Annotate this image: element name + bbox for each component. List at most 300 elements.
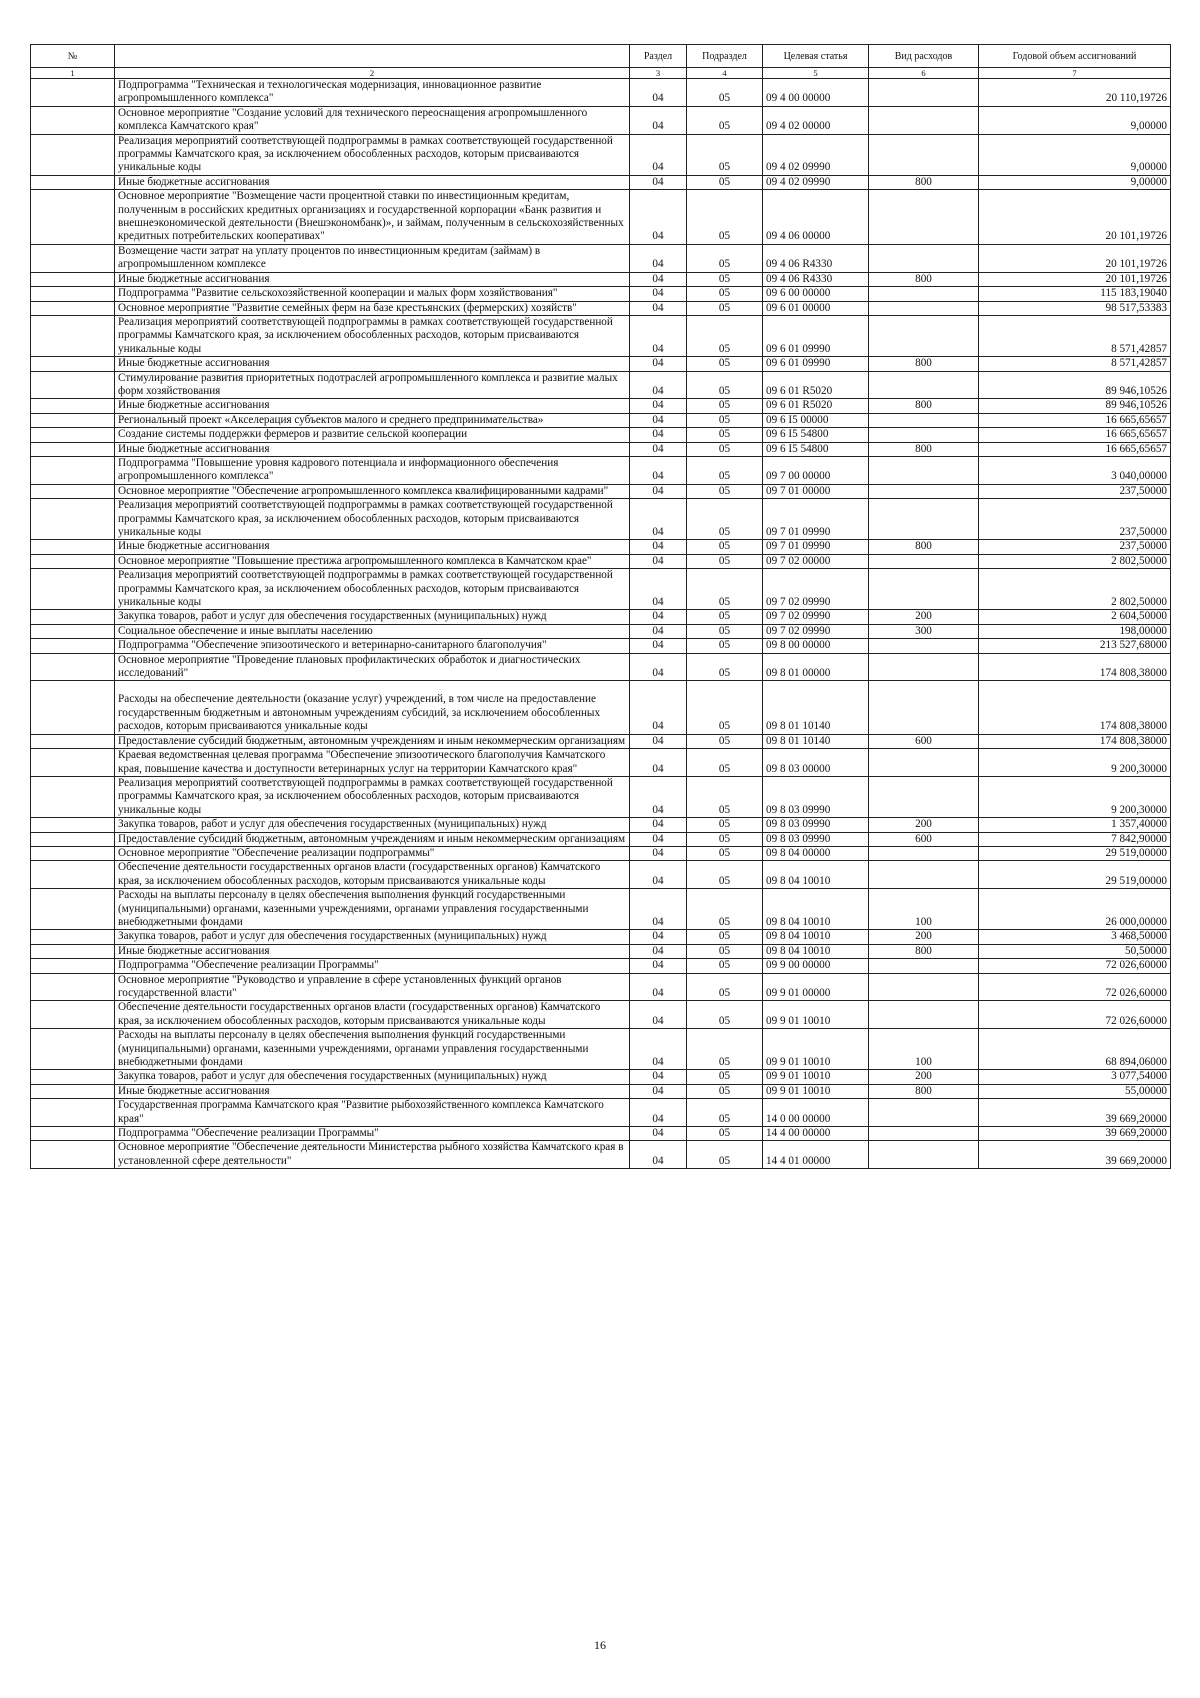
table-row xyxy=(31,499,1171,540)
row-razdel-cell: 04 xyxy=(630,499,687,540)
row-sum-cell: 3 040,00000 xyxy=(979,456,1171,484)
row-target-article-cell: 09 4 00 00000 xyxy=(763,79,869,107)
row-name-cell: Закупка товаров, работ и услуг для обеспечения государственных (муниципальных) нужд xyxy=(115,818,630,832)
header-num: 3 xyxy=(630,68,687,79)
table-row xyxy=(31,959,1171,973)
row-expense-type-cell xyxy=(869,413,979,427)
row-target-article-cell: 09 8 01 10140 xyxy=(763,734,869,748)
row-razdel-cell: 04 xyxy=(630,554,687,568)
row-name-cell: Создание системы поддержки фермеров и развитие сельской кооперации xyxy=(115,428,630,442)
row-podrazdel-cell: 05 xyxy=(687,484,763,498)
row-podrazdel-cell: 05 xyxy=(687,499,763,540)
row-sum-cell: 174 808,38000 xyxy=(979,734,1171,748)
row-target-article-cell: 09 4 06 R4330 xyxy=(763,272,869,286)
row-number-cell xyxy=(31,973,115,1001)
table-row xyxy=(31,554,1171,568)
table-row xyxy=(31,1141,1171,1169)
table-row xyxy=(31,106,1171,134)
table-header xyxy=(31,45,1171,79)
table-row xyxy=(31,930,1171,944)
row-target-article-cell: 09 7 01 00000 xyxy=(763,484,869,498)
row-podrazdel-cell: 05 xyxy=(687,734,763,748)
row-razdel-cell: 04 xyxy=(630,399,687,413)
row-target-article-cell: 09 9 01 10010 xyxy=(763,1084,869,1098)
header-name xyxy=(115,45,630,68)
row-razdel-cell: 04 xyxy=(630,287,687,301)
row-number-cell xyxy=(31,287,115,301)
row-expense-type-cell xyxy=(869,846,979,860)
table-row xyxy=(31,442,1171,456)
table-row xyxy=(31,79,1171,107)
row-number-cell xyxy=(31,1001,115,1029)
row-razdel-cell: 04 xyxy=(630,930,687,944)
table-row xyxy=(31,413,1171,427)
row-name-cell: Иные бюджетные ассигнования xyxy=(115,540,630,554)
row-sum-cell: 89 946,10526 xyxy=(979,399,1171,413)
row-podrazdel-cell: 05 xyxy=(687,456,763,484)
row-podrazdel-cell: 05 xyxy=(687,428,763,442)
row-razdel-cell: 04 xyxy=(630,1001,687,1029)
row-expense-type-cell: 200 xyxy=(869,930,979,944)
row-target-article-cell: 09 6 I5 00000 xyxy=(763,413,869,427)
row-podrazdel-cell: 05 xyxy=(687,442,763,456)
row-sum-cell: 26 000,00000 xyxy=(979,889,1171,930)
row-target-article-cell: 09 9 01 00000 xyxy=(763,973,869,1001)
row-sum-cell: 9 200,30000 xyxy=(979,749,1171,777)
row-target-article-cell: 09 6 01 R5020 xyxy=(763,371,869,399)
row-podrazdel-cell: 05 xyxy=(687,889,763,930)
row-podrazdel-cell: 05 xyxy=(687,371,763,399)
table-row xyxy=(31,944,1171,958)
table-row xyxy=(31,610,1171,624)
row-sum-cell: 2 604,50000 xyxy=(979,610,1171,624)
row-target-article-cell: 09 8 03 09990 xyxy=(763,818,869,832)
table-row xyxy=(31,456,1171,484)
row-name-cell: Реализация мероприятий соответствующей подпрограммы в рамках соответствующей государственной программы Камчатского края, за исключением обособленных расходов, которым присваиваются уникальные коды xyxy=(115,499,630,540)
row-sum-cell: 7 842,90000 xyxy=(979,832,1171,846)
row-razdel-cell: 04 xyxy=(630,832,687,846)
row-target-article-cell: 09 4 06 R4330 xyxy=(763,244,869,272)
table-row xyxy=(31,272,1171,286)
row-number-cell xyxy=(31,1099,115,1127)
row-sum-cell: 8 571,42857 xyxy=(979,357,1171,371)
header-num: 6 xyxy=(869,68,979,79)
row-sum-cell: 39 669,20000 xyxy=(979,1127,1171,1141)
header-num: 5 xyxy=(763,68,869,79)
row-razdel-cell: 04 xyxy=(630,1099,687,1127)
row-target-article-cell: 09 7 02 09990 xyxy=(763,624,869,638)
row-target-article-cell: 09 8 04 10010 xyxy=(763,944,869,958)
row-podrazdel-cell: 05 xyxy=(687,244,763,272)
row-name-cell: Реализация мероприятий соответствующей подпрограммы в рамках соответствующей государственной программы Камчатского края, за исключением обособленных расходов, которым присваиваются уникальные коды xyxy=(115,569,630,610)
row-podrazdel-cell: 05 xyxy=(687,749,763,777)
row-expense-type-cell xyxy=(869,106,979,134)
row-number-cell xyxy=(31,371,115,399)
row-number-cell xyxy=(31,442,115,456)
row-sum-cell: 16 665,65657 xyxy=(979,413,1171,427)
table-row xyxy=(31,175,1171,189)
row-number-cell xyxy=(31,134,115,175)
header-target-article: Целевая статья xyxy=(763,45,869,68)
row-sum-cell: 174 808,38000 xyxy=(979,681,1171,734)
row-number-cell xyxy=(31,106,115,134)
row-razdel-cell: 04 xyxy=(630,818,687,832)
row-expense-type-cell xyxy=(869,973,979,1001)
row-podrazdel-cell: 05 xyxy=(687,287,763,301)
row-name-cell: Подпрограмма "Техническая и технологическая модернизация, инновационное развитие агропромышленного комплекса" xyxy=(115,79,630,107)
row-razdel-cell: 04 xyxy=(630,973,687,1001)
row-target-article-cell: 09 8 04 10010 xyxy=(763,930,869,944)
row-target-article-cell: 09 6 I5 54800 xyxy=(763,428,869,442)
row-expense-type-cell xyxy=(869,749,979,777)
row-sum-cell: 55,00000 xyxy=(979,1084,1171,1098)
row-razdel-cell: 04 xyxy=(630,959,687,973)
row-expense-type-cell: 600 xyxy=(869,832,979,846)
row-expense-type-cell xyxy=(869,653,979,681)
row-podrazdel-cell: 05 xyxy=(687,1099,763,1127)
budget-table xyxy=(30,44,1171,1169)
row-razdel-cell: 04 xyxy=(630,357,687,371)
row-podrazdel-cell: 05 xyxy=(687,818,763,832)
row-expense-type-cell xyxy=(869,301,979,315)
row-expense-type-cell xyxy=(869,190,979,245)
table-row xyxy=(31,624,1171,638)
row-podrazdel-cell: 05 xyxy=(687,973,763,1001)
row-razdel-cell: 04 xyxy=(630,106,687,134)
row-sum-cell: 237,50000 xyxy=(979,499,1171,540)
row-name-cell: Основное мероприятие "Проведение плановых профилактических обработок и диагностических исследований" xyxy=(115,653,630,681)
table-row xyxy=(31,1099,1171,1127)
row-target-article-cell: 09 9 01 10010 xyxy=(763,1070,869,1084)
row-number-cell xyxy=(31,540,115,554)
row-podrazdel-cell: 05 xyxy=(687,554,763,568)
row-target-article-cell: 09 6 01 09990 xyxy=(763,315,869,356)
row-podrazdel-cell: 05 xyxy=(687,301,763,315)
table-row xyxy=(31,244,1171,272)
row-expense-type-cell xyxy=(869,554,979,568)
row-expense-type-cell xyxy=(869,499,979,540)
row-number-cell xyxy=(31,244,115,272)
row-razdel-cell: 04 xyxy=(630,889,687,930)
row-expense-type-cell: 300 xyxy=(869,624,979,638)
row-podrazdel-cell: 05 xyxy=(687,639,763,653)
row-expense-type-cell: 200 xyxy=(869,610,979,624)
row-podrazdel-cell: 05 xyxy=(687,357,763,371)
row-podrazdel-cell: 05 xyxy=(687,399,763,413)
row-razdel-cell: 04 xyxy=(630,861,687,889)
row-sum-cell: 237,50000 xyxy=(979,540,1171,554)
row-sum-cell: 89 946,10526 xyxy=(979,371,1171,399)
row-sum-cell: 20 110,19726 xyxy=(979,79,1171,107)
row-sum-cell: 72 026,60000 xyxy=(979,1001,1171,1029)
row-number-cell xyxy=(31,944,115,958)
row-sum-cell: 29 519,00000 xyxy=(979,861,1171,889)
table-row xyxy=(31,681,1171,734)
row-name-cell: Обеспечение деятельности государственных органов власти (государственных органов) Камчатского края, за исключением обособленных расходов, которым присваиваются уникальные коды xyxy=(115,1001,630,1029)
table-row xyxy=(31,190,1171,245)
row-podrazdel-cell: 05 xyxy=(687,861,763,889)
row-name-cell: Подпрограмма "Обеспечение реализации Программы" xyxy=(115,1127,630,1141)
row-number-cell xyxy=(31,653,115,681)
row-podrazdel-cell: 05 xyxy=(687,1070,763,1084)
row-name-cell: Основное мероприятие "Создание условий для технического переоснащения агропромышленного комплекса Камчатского края" xyxy=(115,106,630,134)
row-expense-type-cell: 200 xyxy=(869,818,979,832)
row-name-cell: Реализация мероприятий соответствующей подпрограммы в рамках соответствующей государственной программы Камчатского края, за исключением обособленных расходов, которым присваиваются уникальные коды xyxy=(115,776,630,817)
row-razdel-cell: 04 xyxy=(630,639,687,653)
row-name-cell: Стимулирование развития приоритетных подотраслей агропромышленного комплекса и развитие малых форм хозяйствования xyxy=(115,371,630,399)
row-podrazdel-cell: 05 xyxy=(687,106,763,134)
row-razdel-cell: 04 xyxy=(630,610,687,624)
row-number-cell xyxy=(31,930,115,944)
row-podrazdel-cell: 05 xyxy=(687,79,763,107)
row-expense-type-cell: 100 xyxy=(869,1029,979,1070)
row-target-article-cell: 09 7 02 09990 xyxy=(763,610,869,624)
table-row xyxy=(31,484,1171,498)
row-sum-cell: 98 517,53383 xyxy=(979,301,1171,315)
row-sum-cell: 8 571,42857 xyxy=(979,315,1171,356)
row-number-cell xyxy=(31,456,115,484)
row-sum-cell: 72 026,60000 xyxy=(979,959,1171,973)
row-name-cell: Закупка товаров, работ и услуг для обеспечения государственных (муниципальных) нужд xyxy=(115,1070,630,1084)
row-podrazdel-cell: 05 xyxy=(687,1029,763,1070)
row-sum-cell: 9,00000 xyxy=(979,106,1171,134)
row-expense-type-cell: 100 xyxy=(869,889,979,930)
row-number-cell xyxy=(31,639,115,653)
row-number-cell xyxy=(31,399,115,413)
header-num: 2 xyxy=(115,68,630,79)
row-number-cell xyxy=(31,818,115,832)
row-razdel-cell: 04 xyxy=(630,190,687,245)
row-number-cell xyxy=(31,1029,115,1070)
row-number-cell xyxy=(31,554,115,568)
row-razdel-cell: 04 xyxy=(630,442,687,456)
header-annual-volume: Годовой объем ассигнований xyxy=(979,45,1171,68)
row-target-article-cell: 09 8 03 00000 xyxy=(763,749,869,777)
table-row xyxy=(31,287,1171,301)
row-name-cell: Краевая ведомственная целевая программа "Обеспечение эпизоотического благополучия Камчатского края, повышение качества и доступности ветеринарных услуг на территории Камчатского края" xyxy=(115,749,630,777)
header-numbers-row xyxy=(31,68,1171,79)
row-expense-type-cell: 800 xyxy=(869,540,979,554)
row-sum-cell: 50,50000 xyxy=(979,944,1171,958)
row-razdel-cell: 04 xyxy=(630,624,687,638)
row-target-article-cell: 09 4 02 09990 xyxy=(763,175,869,189)
row-sum-cell: 9,00000 xyxy=(979,175,1171,189)
row-podrazdel-cell: 05 xyxy=(687,776,763,817)
row-target-article-cell: 09 8 04 10010 xyxy=(763,889,869,930)
row-target-article-cell: 09 6 I5 54800 xyxy=(763,442,869,456)
row-target-article-cell: 09 8 00 00000 xyxy=(763,639,869,653)
row-razdel-cell: 04 xyxy=(630,734,687,748)
row-expense-type-cell: 800 xyxy=(869,272,979,286)
row-target-article-cell: 09 4 06 00000 xyxy=(763,190,869,245)
row-name-cell: Предоставление субсидий бюджетным, автономным учреждениям и иным некоммерческим организациям xyxy=(115,734,630,748)
row-name-cell: Подпрограмма "Повышение уровня кадрового потенциала и информационного обеспечения агропромышленного комплекса" xyxy=(115,456,630,484)
row-razdel-cell: 04 xyxy=(630,749,687,777)
row-name-cell: Иные бюджетные ассигнования xyxy=(115,357,630,371)
row-name-cell: Основное мероприятие "Обеспечение деятельности Министерства рыбного хозяйства Камчатского края в установленной сфере деятельности" xyxy=(115,1141,630,1169)
row-expense-type-cell xyxy=(869,134,979,175)
row-sum-cell: 16 665,65657 xyxy=(979,428,1171,442)
row-expense-type-cell xyxy=(869,776,979,817)
row-razdel-cell: 04 xyxy=(630,776,687,817)
row-podrazdel-cell: 05 xyxy=(687,832,763,846)
row-sum-cell: 3 077,54000 xyxy=(979,1070,1171,1084)
row-razdel-cell: 04 xyxy=(630,456,687,484)
row-number-cell xyxy=(31,1084,115,1098)
row-razdel-cell: 04 xyxy=(630,846,687,860)
row-sum-cell: 115 183,19040 xyxy=(979,287,1171,301)
row-podrazdel-cell: 05 xyxy=(687,959,763,973)
row-name-cell: Основное мероприятие "Развитие семейных ферм на базе крестьянских (фермерских) хозяйств" xyxy=(115,301,630,315)
header-num: 4 xyxy=(687,68,763,79)
table-row xyxy=(31,653,1171,681)
row-name-cell: Подпрограмма "Развитие сельскохозяйственной кооперации и малых форм хозяйствования" xyxy=(115,287,630,301)
row-target-article-cell: 14 4 01 00000 xyxy=(763,1141,869,1169)
row-target-article-cell: 09 7 02 09990 xyxy=(763,569,869,610)
row-number-cell xyxy=(31,190,115,245)
row-sum-cell: 1 357,40000 xyxy=(979,818,1171,832)
row-podrazdel-cell: 05 xyxy=(687,681,763,734)
row-name-cell: Реализация мероприятий соответствующей подпрограммы в рамках соответствующей государственной программы Камчатского края, за исключением обособленных расходов, которым присваиваются уникальные коды xyxy=(115,315,630,356)
row-podrazdel-cell: 05 xyxy=(687,930,763,944)
row-podrazdel-cell: 05 xyxy=(687,846,763,860)
row-expense-type-cell xyxy=(869,1099,979,1127)
row-razdel-cell: 04 xyxy=(630,653,687,681)
row-podrazdel-cell: 05 xyxy=(687,315,763,356)
header-num: 7 xyxy=(979,68,1171,79)
row-expense-type-cell xyxy=(869,959,979,973)
row-number-cell xyxy=(31,624,115,638)
row-number-cell xyxy=(31,175,115,189)
row-name-cell: Иные бюджетные ассигнования xyxy=(115,272,630,286)
row-target-article-cell: 09 6 01 R5020 xyxy=(763,399,869,413)
row-podrazdel-cell: 05 xyxy=(687,190,763,245)
row-number-cell xyxy=(31,484,115,498)
row-sum-cell: 174 808,38000 xyxy=(979,653,1171,681)
table-row xyxy=(31,639,1171,653)
row-razdel-cell: 04 xyxy=(630,315,687,356)
row-target-article-cell: 09 6 01 00000 xyxy=(763,301,869,315)
row-razdel-cell: 04 xyxy=(630,944,687,958)
row-podrazdel-cell: 05 xyxy=(687,1084,763,1098)
table-row xyxy=(31,776,1171,817)
row-name-cell: Реализация мероприятий соответствующей подпрограммы в рамках соответствующей государственной программы Камчатского края, за исключением обособленных расходов, которым присваиваются уникальные коды xyxy=(115,134,630,175)
row-number-cell xyxy=(31,315,115,356)
row-target-article-cell: 09 6 01 09990 xyxy=(763,357,869,371)
row-podrazdel-cell: 05 xyxy=(687,610,763,624)
table-row xyxy=(31,734,1171,748)
row-expense-type-cell xyxy=(869,428,979,442)
row-razdel-cell: 04 xyxy=(630,371,687,399)
row-number-cell xyxy=(31,861,115,889)
row-name-cell: Региональный проект «Акселерация субъектов малого и среднего предпринимательства» xyxy=(115,413,630,427)
row-razdel-cell: 04 xyxy=(630,1127,687,1141)
row-target-article-cell: 14 4 00 00000 xyxy=(763,1127,869,1141)
table-row xyxy=(31,301,1171,315)
row-expense-type-cell: 600 xyxy=(869,734,979,748)
row-podrazdel-cell: 05 xyxy=(687,1001,763,1029)
row-number-cell xyxy=(31,1070,115,1084)
table-row xyxy=(31,428,1171,442)
table-row xyxy=(31,1001,1171,1029)
row-target-article-cell: 09 8 03 09990 xyxy=(763,776,869,817)
document-page xyxy=(30,44,1170,1169)
row-target-article-cell: 09 8 01 00000 xyxy=(763,653,869,681)
row-name-cell: Подпрограмма "Обеспечение реализации Программы" xyxy=(115,959,630,973)
row-sum-cell: 68 894,06000 xyxy=(979,1029,1171,1070)
row-name-cell: Расходы на выплаты персоналу в целях обеспечения выполнения функций государственными (муниципальными) органами, казенными учреждениями, органами управления государственными внебюджетными фондами xyxy=(115,1029,630,1070)
row-expense-type-cell: 800 xyxy=(869,944,979,958)
row-sum-cell: 16 665,65657 xyxy=(979,442,1171,456)
row-target-article-cell: 09 7 00 00000 xyxy=(763,456,869,484)
row-name-cell: Иные бюджетные ассигнования xyxy=(115,399,630,413)
row-number-cell xyxy=(31,734,115,748)
row-expense-type-cell xyxy=(869,1127,979,1141)
row-podrazdel-cell: 05 xyxy=(687,175,763,189)
row-razdel-cell: 04 xyxy=(630,1141,687,1169)
row-number-cell xyxy=(31,681,115,734)
row-sum-cell: 20 101,19726 xyxy=(979,244,1171,272)
row-name-cell: Расходы на выплаты персоналу в целях обеспечения выполнения функций государственными (муниципальными) органами, казенными учреждениями, органами управления государственными внебюджетными фондами xyxy=(115,889,630,930)
row-expense-type-cell: 800 xyxy=(869,1084,979,1098)
row-razdel-cell: 04 xyxy=(630,540,687,554)
row-podrazdel-cell: 05 xyxy=(687,569,763,610)
table-row xyxy=(31,569,1171,610)
row-name-cell: Подпрограмма "Обеспечение эпизоотического и ветеринарно-санитарного благополучия" xyxy=(115,639,630,653)
header-no: № xyxy=(31,45,115,68)
table-row xyxy=(31,1084,1171,1098)
row-name-cell: Предоставление субсидий бюджетным, автономным учреждениям и иным некоммерческим организациям xyxy=(115,832,630,846)
table-row xyxy=(31,134,1171,175)
row-sum-cell: 2 802,50000 xyxy=(979,554,1171,568)
row-number-cell xyxy=(31,413,115,427)
row-name-cell: Закупка товаров, работ и услуг для обеспечения государственных (муниципальных) нужд xyxy=(115,610,630,624)
row-number-cell xyxy=(31,776,115,817)
row-podrazdel-cell: 05 xyxy=(687,540,763,554)
row-target-article-cell: 09 8 03 09990 xyxy=(763,832,869,846)
row-number-cell xyxy=(31,428,115,442)
page-number: 16 xyxy=(594,1638,606,1652)
row-target-article-cell: 09 8 04 10010 xyxy=(763,861,869,889)
row-target-article-cell: 09 7 01 09990 xyxy=(763,499,869,540)
row-sum-cell: 72 026,60000 xyxy=(979,973,1171,1001)
table-row xyxy=(31,1127,1171,1141)
row-expense-type-cell xyxy=(869,287,979,301)
row-razdel-cell: 04 xyxy=(630,175,687,189)
row-podrazdel-cell: 05 xyxy=(687,1141,763,1169)
row-name-cell: Закупка товаров, работ и услуг для обеспечения государственных (муниципальных) нужд xyxy=(115,930,630,944)
row-name-cell: Иные бюджетные ассигнования xyxy=(115,1084,630,1098)
row-razdel-cell: 04 xyxy=(630,272,687,286)
row-sum-cell: 213 527,68000 xyxy=(979,639,1171,653)
row-razdel-cell: 04 xyxy=(630,79,687,107)
row-sum-cell: 237,50000 xyxy=(979,484,1171,498)
row-name-cell: Обеспечение деятельности государственных органов власти (государственных органов) Камчатского края, за исключением обособленных расходов, которым присваиваются уникальные коды xyxy=(115,861,630,889)
row-expense-type-cell xyxy=(869,79,979,107)
row-expense-type-cell xyxy=(869,861,979,889)
row-sum-cell: 198,00000 xyxy=(979,624,1171,638)
row-razdel-cell: 04 xyxy=(630,1029,687,1070)
row-name-cell: Иные бюджетные ассигнования xyxy=(115,442,630,456)
header-num: 1 xyxy=(31,68,115,79)
row-target-article-cell: 09 9 01 10010 xyxy=(763,1001,869,1029)
row-razdel-cell: 04 xyxy=(630,428,687,442)
row-expense-type-cell xyxy=(869,1001,979,1029)
row-podrazdel-cell: 05 xyxy=(687,653,763,681)
row-number-cell xyxy=(31,610,115,624)
row-podrazdel-cell: 05 xyxy=(687,624,763,638)
row-expense-type-cell xyxy=(869,244,979,272)
